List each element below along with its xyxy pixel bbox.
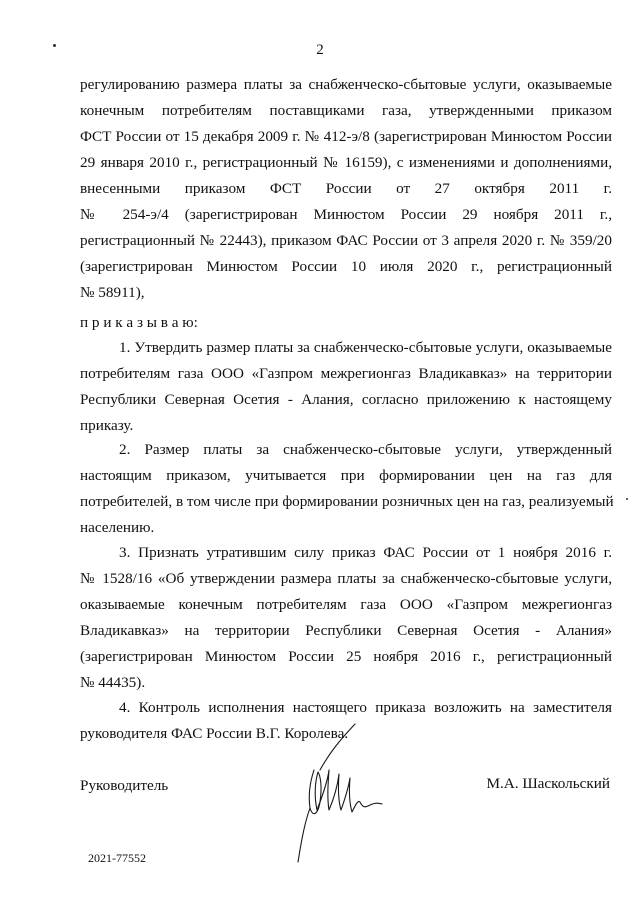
scan-speck	[53, 44, 56, 47]
body-line: настоящим приказом, учитывается при формировании цен на газ для	[80, 467, 612, 484]
body-line: приказу.	[80, 417, 134, 434]
signatory-name: М.А. Шаскольский	[486, 775, 610, 792]
body-line: регулированию размера платы за снабженческо-сбытовые услуги, оказываемые	[80, 76, 612, 93]
body-line: (зарегистрирован Минюстом России 10 июля 2020 г., регистрационный	[80, 258, 612, 275]
document-code: 2021-77552	[88, 851, 146, 865]
body-line: 29 января 2010 г., регистрационный № 16159), с изменениями и дополнениями,	[80, 154, 612, 171]
signatory-title: Руководитель	[80, 777, 169, 794]
body-line: оказываемые конечным потребителям газа ООО «Газпром межрегионгаз	[80, 596, 612, 613]
body-line: Владикавказ» на территории Республики Северная Осетия - Алания»	[80, 622, 612, 639]
body-line: 3. Признать утратившим силу приказ ФАС России от 1 ноября 2016 г.	[119, 544, 612, 561]
body-line: № 1528/16 «Об утверждении размера платы за снабженческо-сбытовые услуги,	[80, 570, 612, 587]
body-line: 4. Контроль исполнения настоящего приказа возложить на заместителя	[119, 699, 612, 716]
body-line: регистрационный № 22443), приказом ФАС России от 3 апреля 2020 г. № 359/20	[80, 232, 612, 249]
body-line: 2. Размер платы за снабженческо-сбытовые услуги, утвержденный	[119, 441, 612, 458]
body-line: населению.	[80, 519, 155, 536]
body-line: внесенными приказом ФСТ России от 27 октября 2011 г.	[80, 180, 612, 197]
body-line: № 58911),	[80, 284, 145, 301]
body-line: конечным потребителям поставщиками газа, утвержденными приказом	[80, 102, 612, 119]
order-word: п р и к а з ы в а ю:	[80, 314, 198, 331]
body-line: № 254-э/4 (зарегистрирован Минюстом России 29 ноября 2011 г.,	[80, 206, 612, 223]
body-line: Республики Северная Осетия - Алания, согласно приложению к настоящему	[80, 391, 612, 408]
body-line: руководителя ФАС России В.Г. Королева.	[80, 725, 349, 742]
body-line: 1. Утвердить размер платы за снабженческо-сбытовые услуги, оказываемые	[119, 339, 612, 356]
body-line: ФСТ России от 15 декабря 2009 г. № 412-э/8 (зарегистрирован Минюстом России	[80, 128, 612, 145]
handwritten-signature	[280, 722, 390, 872]
page-number: 2	[316, 42, 324, 58]
scan-speck	[626, 498, 628, 500]
body-line: (зарегистрирован Минюстом России 25 ноября 2016 г., регистрационный	[80, 648, 612, 665]
body-line: потребителей, в том числе при формировании розничных цен на газ, реализуемый	[80, 493, 614, 510]
body-line: № 44435).	[80, 674, 146, 691]
body-line: потребителям газа ООО «Газпром межрегионгаз Владикавказ» на территории	[80, 365, 612, 382]
